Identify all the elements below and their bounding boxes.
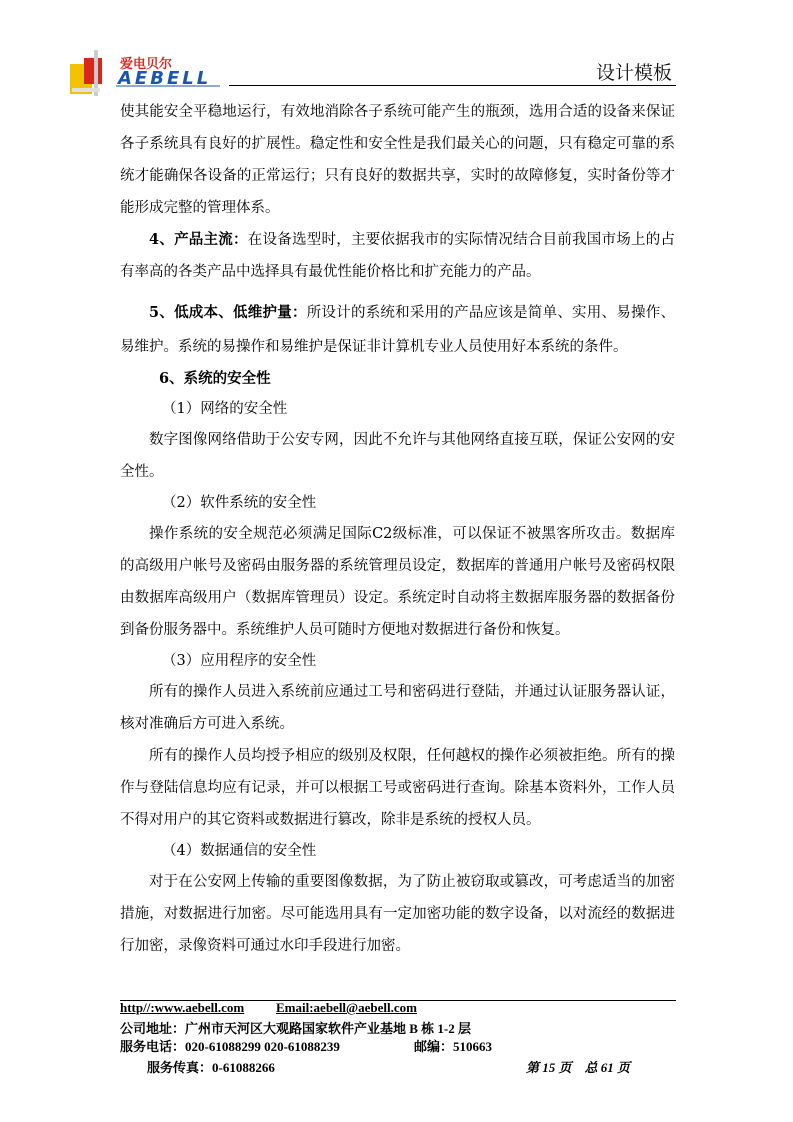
sec2-p1: 操作系统的安全规范必须满足国际C2级标准，可以保证不被黑客所攻击。数据库的高级用户帐号及密码由服务器的系统管理员设定，数据库的普通用户帐号及密码权限由数据库高级用户（数据库管理员）设定。系统定时自动将主数据库服务器的数据备份到备份服务器中。系统维护人员可随时方便地对数据进行备份和恢复。 [120, 526, 675, 638]
sec3-p1: 所有的操作人员进入系统前应通过工号和密码进行登陆，并通过认证服务器认证，核对准确后方可进入系统。 [120, 684, 675, 732]
item-5 [120, 296, 675, 364]
sec1-title: （1）网络的安全性 [162, 401, 288, 417]
sec3-title: （3）应用程序的安全性 [162, 653, 317, 669]
footer-fax: 服务传真：0-61088266 [147, 1060, 275, 1075]
footer-email[interactable]: Email:aebell@aebell.com [276, 1000, 417, 1015]
sec1-p1: 数字图像网络借助于公安专网，因此不允许与其他网络直接互联，保证公安网的安全性。 [120, 432, 675, 480]
page-header-title: 设计模板 [595, 62, 672, 84]
document-body [120, 96, 675, 962]
logo-letters: AEBELL [118, 68, 212, 89]
paragraph-intro: 使其能安全平稳地运行，有效地消除各子系统可能产生的瓶颈，选用合适的设备来保证各子系统具有良好的扩展性。稳定性和安全性是我们最关心的问题，只有稳定可靠的系统才能确保各设备的正常运行；只有良好的数据共享，实时的故障修复，实时备份等才能形成完整的管理体系。 [120, 104, 675, 216]
aebell-logo [70, 50, 230, 96]
sec2-title: （2）软件系统的安全性 [162, 495, 317, 511]
item-4 [120, 224, 675, 288]
footer-postcode: 邮编：510663 [414, 1039, 493, 1054]
footer-address: 公司地址：广州市天河区大观路国家软件产业基地 B 栋 1-2 层 [120, 1021, 472, 1036]
item-5-head: 5、低成本、低维护量： [149, 304, 307, 321]
item-4-text: 在设备选型时，主要依据我市的实际情况结合目前我国市场上的占有率高的各类产品中选择具有最优性能价格比和扩充能力的产品。 [120, 232, 676, 280]
sec4-title: （4）数据通信的安全性 [162, 843, 317, 859]
header-rule [229, 85, 676, 86]
footer-page-number: 第 15 页 总 61 页 [526, 1060, 631, 1075]
sec4-p1: 对于在公安网上传输的重要图像数据，为了防止被窃取或篡改，可考虑适当的加密措施，对数据进行加密。尽可能选用具有一定加密功能的数字设备，以对流经的数据进行加密，录像资料可通过水印手段进行加密。 [120, 874, 675, 954]
item-5-text: 所设计的系统和采用的产品应该是简单、实用、易操作、易维护。系统的易操作和易维护是保证非计算机专业人员使用好本系统的条件。 [120, 305, 675, 355]
logo-chinese: 爱电贝尔 [120, 57, 173, 72]
sec3-p2: 所有的操作人员均授予相应的级别及权限，任何越权的操作必须被拒绝。所有的操作与登陆信息均应有记录，并可以根据工号或密码进行查询。除基本资料外，工作人员不得对用户的其它资料或数据进行篡改，除非是系统的授权人员。 [120, 748, 675, 828]
item-4-head: 4、产品主流： [149, 231, 248, 248]
footer-phone: 服务电话：020-61088299 020-61088239 [120, 1039, 340, 1054]
item-6-head: 6、系统的安全性 [159, 370, 271, 387]
footer-url[interactable]: http//:www.aebell.com [120, 1000, 245, 1015]
